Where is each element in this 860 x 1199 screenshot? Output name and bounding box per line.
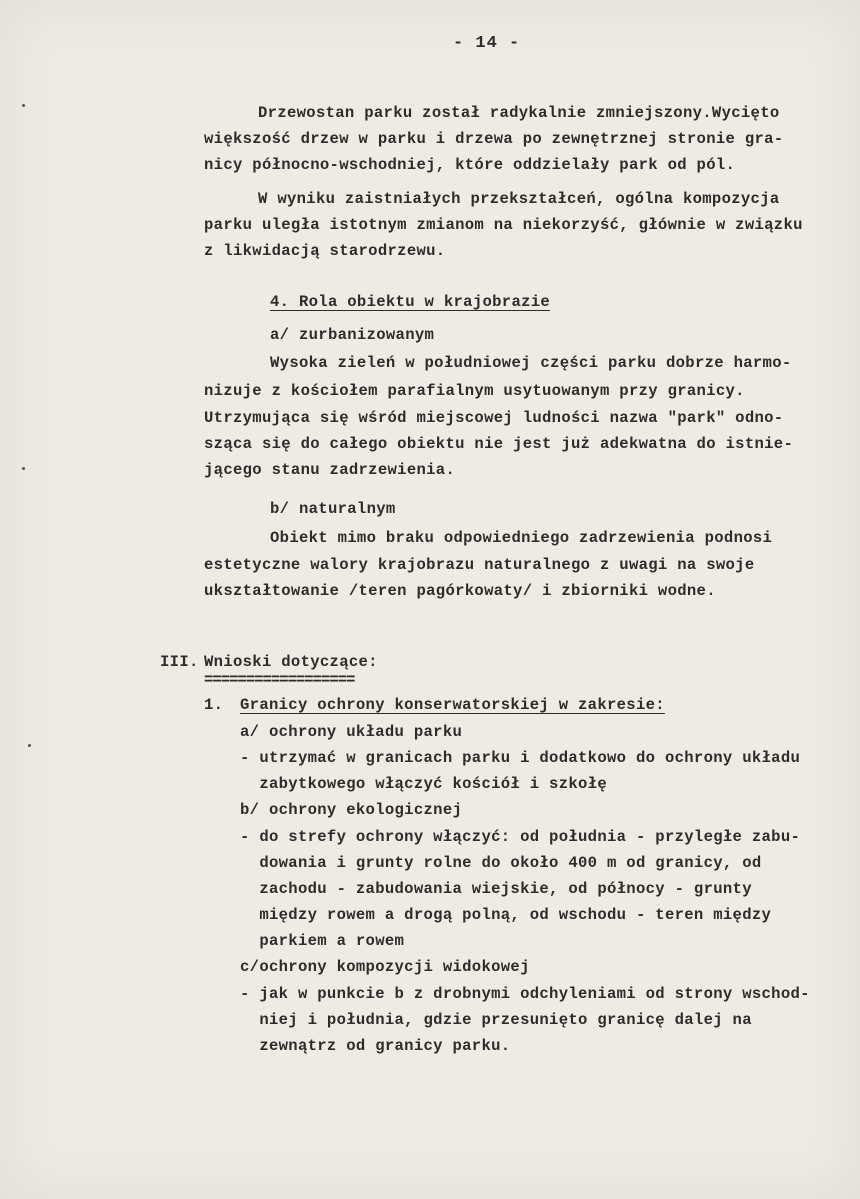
list-line: zachodu - zabudowania wiejskie, od północy - grunty [240,880,752,898]
subsection-heading: a/ zurbanizowanym [270,326,435,344]
section-heading-underline: ================== [204,671,355,689]
paragraph-line: ukształtowanie /teren pagórkowaty/ i zbiorniki wodne. [204,582,716,600]
item-number: 1. [204,696,224,714]
paragraph-line: większość drzew w parku i drzewa po zewnętrznej stronie gra- [204,130,784,148]
paragraph-line: Drzewostan parku został radykalnie zmniejszony.Wycięto [258,104,780,122]
paragraph-line: nicy północno-wschodniej, które oddzielały park od pól. [204,156,736,174]
list-line: parkiem a rowem [240,932,405,950]
page-number: - 14 - [453,34,521,53]
item-heading-text: Granicy ochrony konserwatorskiej w zakresie: [240,696,665,714]
paragraph-line: z likwidacją starodrzewu. [204,242,446,260]
section-heading-text: 4. Rola obiektu w krajobrazie [270,293,551,311]
subsection-heading: a/ ochrony układu parku [240,723,463,741]
margin-speck [28,744,31,747]
paragraph-line: sząca się do całego obiektu nie jest już adekwatna do istnie- [204,435,794,453]
list-line: niej i południa, gdzie przesunięto granicę dalej na [240,1011,752,1029]
list-line: - jak w punkcie b z drobnymi odchyleniami od strony wschod- [240,985,810,1003]
paragraph-line: nizuje z kościołem parafialnym usytuowanym przy granicy. [204,382,745,400]
paragraph-line: W wyniku zaistniałych przekształceń, ogólna kompozycja [258,190,780,208]
list-line: - do strefy ochrony włączyć: od południa - przyległe zabu- [240,828,801,846]
section-number: III. [160,653,199,671]
subsection-heading: c/ochrony kompozycji widokowej [240,958,530,976]
paragraph-line: Obiekt mimo braku odpowiedniego zadrzewienia podnosi [270,529,773,547]
list-line: - utrzymać w granicach parku i dodatkowo do ochrony układu [240,749,801,767]
paragraph-line: estetyczne walory krajobrazu naturalnego z uwagi na swoje [204,556,755,574]
paragraph-line: Utrzymująca się wśród miejscowej ludności nazwa "park" odno- [204,409,784,427]
item-heading [240,695,665,715]
list-line: między rowem a drogą polną, od wschodu - teren między [240,906,772,924]
section-heading [270,292,550,312]
margin-speck [22,104,25,107]
subsection-heading: b/ ochrony ekologicznej [240,801,463,819]
paragraph-line: jącego stanu zadrzewienia. [204,461,456,479]
list-line: zabytkowego włączyć kościół i szkołę [240,775,607,793]
section-heading: Wnioski dotyczące: [204,653,378,671]
list-line: dowania i grunty rolne do około 400 m od granicy, od [240,854,762,872]
list-line: zewnątrz od granicy parku. [240,1037,511,1055]
paragraph-line: parku uległa istotnym zmianom na niekorzyść, głównie w związku [204,216,803,234]
margin-speck [22,467,25,470]
subsection-heading: b/ naturalnym [270,500,396,518]
paragraph-line: Wysoka zieleń w południowej części parku dobrze harmo- [270,354,792,372]
